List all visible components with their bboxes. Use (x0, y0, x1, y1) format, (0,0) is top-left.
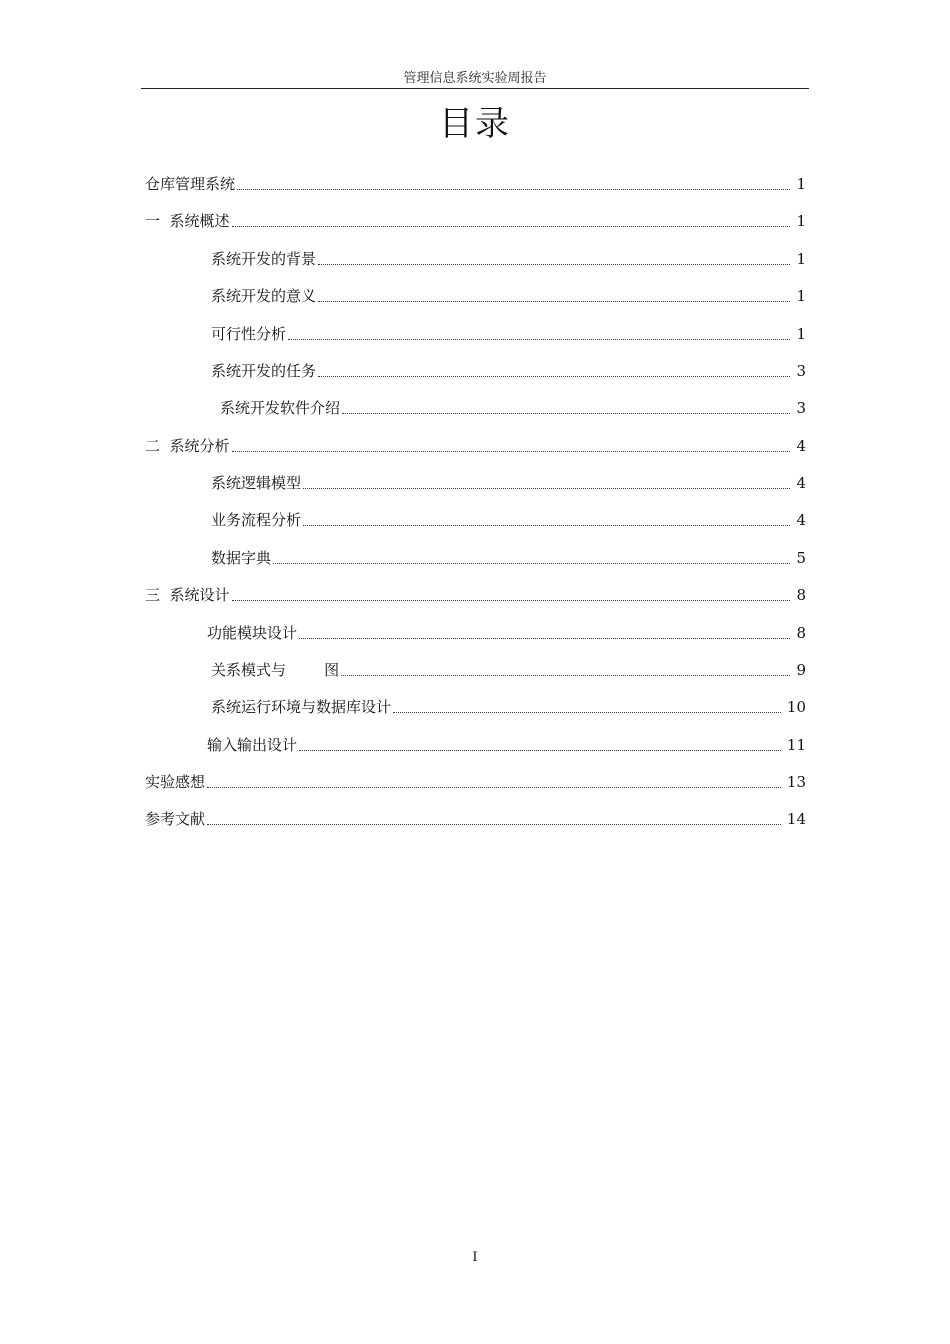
toc-entry[interactable] (145, 807, 806, 831)
toc-entry-page: 1 (796, 250, 806, 268)
toc-entry[interactable] (211, 546, 806, 570)
toc-entry-label: 系统逻辑模型 (211, 474, 302, 492)
toc-entry-page: 11 (786, 736, 806, 754)
toc-entry-page: 4 (796, 437, 806, 455)
toc-leader-dots (299, 638, 790, 639)
toc-entry-label: 参考文献 (145, 810, 206, 828)
toc-entry-page: 13 (786, 773, 806, 791)
toc-entry-label: 可行性分析 (211, 325, 287, 343)
toc-leader-dots (207, 824, 781, 825)
toc-entry-label: 功能模块设计 (207, 624, 298, 642)
toc-leader-dots (232, 226, 791, 227)
toc-entry-page: 1 (796, 212, 806, 230)
toc-leader-dots (273, 563, 790, 564)
toc-entry-label: 系统开发软件介绍 (220, 399, 341, 417)
toc-leader-dots (341, 675, 790, 676)
toc-title: 目录 (439, 104, 511, 144)
toc-entry-page: 1 (796, 325, 806, 343)
toc-entry-label: 输入输出设计 (207, 736, 298, 754)
toc-leader-dots (393, 712, 781, 713)
toc-entry-page: 4 (796, 511, 806, 529)
toc-entry-label: 实验感想 (145, 773, 206, 791)
toc-leader-dots (207, 787, 781, 788)
toc-leader-dots (288, 339, 790, 340)
toc-entry-label: 二 系统分析 (145, 437, 230, 455)
toc-entry[interactable] (211, 695, 806, 719)
running-header: 管理信息系统实验周报告 (403, 71, 547, 86)
toc-leader-dots (318, 264, 790, 265)
toc-entry[interactable] (211, 359, 806, 383)
toc-entry-label: 系统开发的意义 (211, 287, 317, 305)
toc-entry[interactable] (211, 322, 806, 346)
toc-entry-label: 一 系统概述 (145, 212, 230, 230)
toc-leader-dots (232, 600, 791, 601)
toc-entry-page: 3 (796, 399, 806, 417)
toc-entry[interactable] (211, 471, 806, 495)
toc-entry-label: 业务流程分析 (211, 511, 302, 529)
toc-entry[interactable] (145, 209, 806, 233)
toc-entry-label: 数据字典 (211, 549, 272, 567)
toc-leader-dots (232, 451, 791, 452)
toc-leader-dots (318, 376, 790, 377)
page-number: I (472, 1250, 478, 1265)
toc-leader-dots (303, 525, 790, 526)
toc-entry-page: 1 (796, 175, 806, 193)
toc-entry-page: 14 (786, 810, 806, 828)
toc-entry[interactable] (211, 247, 806, 271)
header-rule (141, 88, 809, 89)
toc-entry-page: 3 (796, 362, 806, 380)
toc-entry-label: 仓库管理系统 (145, 175, 236, 193)
toc-entry-page: 8 (796, 624, 806, 642)
toc-entry-label: 系统开发的背景 (211, 250, 317, 268)
toc-leader-dots (318, 301, 790, 302)
toc-entry-label: 系统开发的任务 (211, 362, 317, 380)
toc-entry[interactable] (207, 733, 806, 757)
toc-leader-dots (299, 750, 781, 751)
toc-entry[interactable] (220, 396, 806, 420)
toc-entry-page: 5 (796, 549, 806, 567)
toc-entry[interactable] (145, 434, 806, 458)
toc-entry[interactable] (145, 583, 806, 607)
toc-entry-label: 关系模式与 图 (211, 661, 340, 679)
toc-entry-page: 8 (796, 586, 806, 604)
toc-entry[interactable] (211, 658, 806, 682)
toc-entry[interactable] (211, 284, 806, 308)
toc-entry-label: 系统运行环境与数据库设计 (211, 698, 392, 716)
toc-leader-dots (237, 189, 790, 190)
toc-leader-dots (342, 413, 790, 414)
toc-entry-label: 三 系统设计 (145, 586, 230, 604)
toc-entry[interactable] (145, 770, 806, 794)
toc-entry[interactable] (211, 508, 806, 532)
toc-entry-page: 1 (796, 287, 806, 305)
toc-leader-dots (303, 488, 790, 489)
toc-entry-page: 4 (796, 474, 806, 492)
toc-entry[interactable] (145, 172, 806, 196)
toc-entry-page: 9 (796, 661, 806, 679)
toc-entry-page: 10 (786, 698, 806, 716)
toc-entry[interactable] (207, 621, 806, 645)
